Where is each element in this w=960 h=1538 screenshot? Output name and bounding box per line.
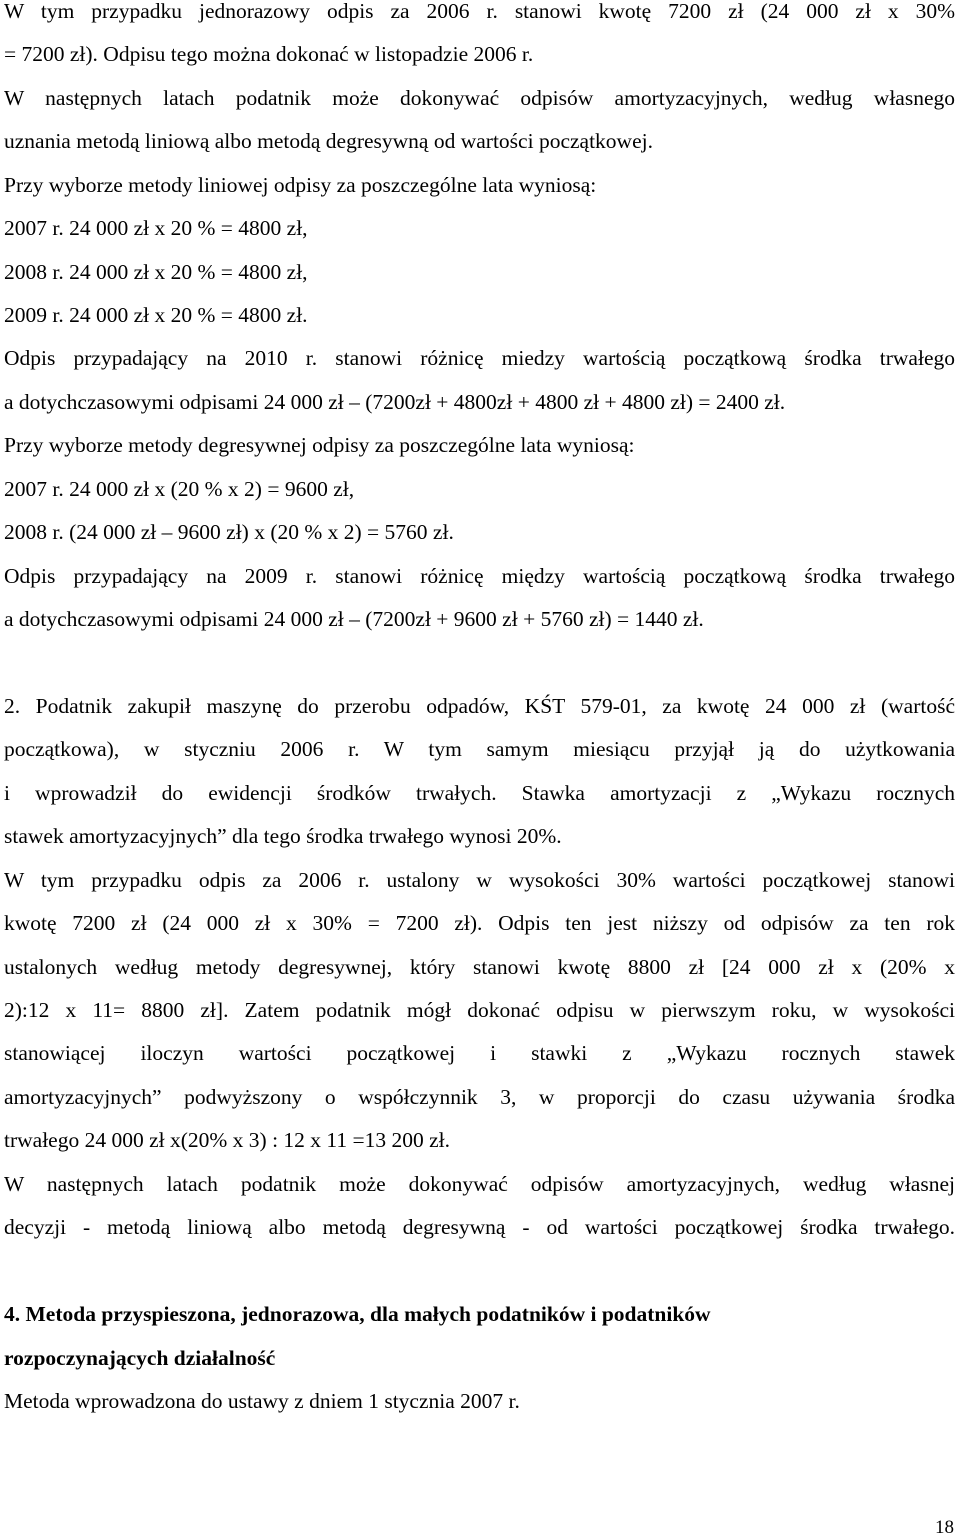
- page-number: 18: [935, 1517, 954, 1538]
- text-line: początkowa), w styczniu 2006 r. W tym samym miesiącu przyjął ją do użytkowania: [4, 737, 955, 761]
- text-line: W następnych latach podatnik może dokonywać odpisów amortyzacyjnych, według własnej: [4, 1172, 955, 1196]
- text-line: kwotę 7200 zł (24 000 zł x 30% = 7200 zł). Odpis ten jest niższy od odpisów za ten rok: [4, 911, 955, 935]
- text-line: a dotychczasowymi odpisami 24 000 zł – (7200zł + 4800zł + 4800 zł + 4800 zł) = 2400 zł.: [4, 390, 786, 414]
- text-line: decyzji - metodą liniową albo metodą degresywną - od wartości początkowej środka trwałego.: [4, 1215, 955, 1239]
- text-line: W tym przypadku jednorazowy odpis za 2006 r. stanowi kwotę 7200 zł (24 000 zł x 30%: [4, 0, 955, 23]
- text-line: a dotychczasowymi odpisami 24 000 zł – (7200zł + 9600 zł + 5760 zł) = 1440 zł.: [4, 607, 704, 631]
- text-line: trwałego 24 000 zł x(20% x 3) : 12 x 11 =13 200 zł.: [4, 1128, 451, 1152]
- text-line: Metoda wprowadzona do ustawy z dniem 1 stycznia 2007 r.: [4, 1389, 520, 1413]
- text-line: 2007 r. 24 000 zł x 20 % = 4800 zł,: [4, 216, 308, 240]
- text-line: = 7200 zł). Odpisu tego można dokonać w listopadzie 2006 r.: [4, 42, 534, 66]
- text-line: Przy wyborze metody degresywnej odpisy za poszczególne lata wyniosą:: [4, 433, 635, 457]
- text-line: stanowiącej iloczyn wartości początkowej i stawki z „Wykazu rocznych stawek: [4, 1041, 955, 1065]
- text-line: 2007 r. 24 000 zł x (20 % x 2) = 9600 zł,: [4, 477, 355, 501]
- text-line: Przy wyborze metody liniowej odpisy za poszczególne lata wyniosą:: [4, 173, 597, 197]
- text-line: W następnych latach podatnik może dokonywać odpisów amortyzacyjnych, według własnego: [4, 86, 955, 110]
- text-line: 2. Podatnik zakupił maszynę do przerobu odpadów, KŚT 579-01, za kwotę 24 000 zł (wartość: [4, 694, 955, 718]
- text-line: amortyzacyjnych” podwyższony o współczynnik 3, w proporcji do czasu używania środka: [4, 1085, 955, 1109]
- text-line: 2008 r. (24 000 zł – 9600 zł) x (20 % x 2) = 5760 zł.: [4, 520, 454, 544]
- text-line: 2008 r. 24 000 zł x 20 % = 4800 zł,: [4, 260, 308, 284]
- section-heading: rozpoczynających działalność: [4, 1346, 276, 1370]
- section-heading: 4. Metoda przyspieszona, jednorazowa, dla małych podatników i podatników: [4, 1302, 711, 1326]
- text-line: Odpis przypadający na 2010 r. stanowi różnicę miedzy wartością początkową środka trwałego: [4, 346, 955, 370]
- text-line: 2009 r. 24 000 zł x 20 % = 4800 zł.: [4, 303, 308, 327]
- text-line: ustalonych według metody degresywnej, który stanowi kwotę 8800 zł [24 000 zł x (20% x: [4, 955, 955, 979]
- text-line: stawek amortyzacyjnych” dla tego środka trwałego wynosi 20%.: [4, 824, 562, 848]
- text-line: Odpis przypadający na 2009 r. stanowi różnicę między wartością początkową środka trwałego: [4, 564, 955, 588]
- text-line: 2):12 x 11= 8800 zł]. Zatem podatnik mógł dokonać odpisu w pierwszym roku, w wysokości: [4, 998, 955, 1022]
- text-line: i wprowadził do ewidencji środków trwałych. Stawka amortyzacji z „Wykazu rocznych: [4, 781, 955, 805]
- text-line: W tym przypadku odpis za 2006 r. ustalony w wysokości 30% wartości początkowej stanowi: [4, 868, 955, 892]
- text-line: uznania metodą liniową albo metodą degresywną od wartości początkowej.: [4, 129, 653, 153]
